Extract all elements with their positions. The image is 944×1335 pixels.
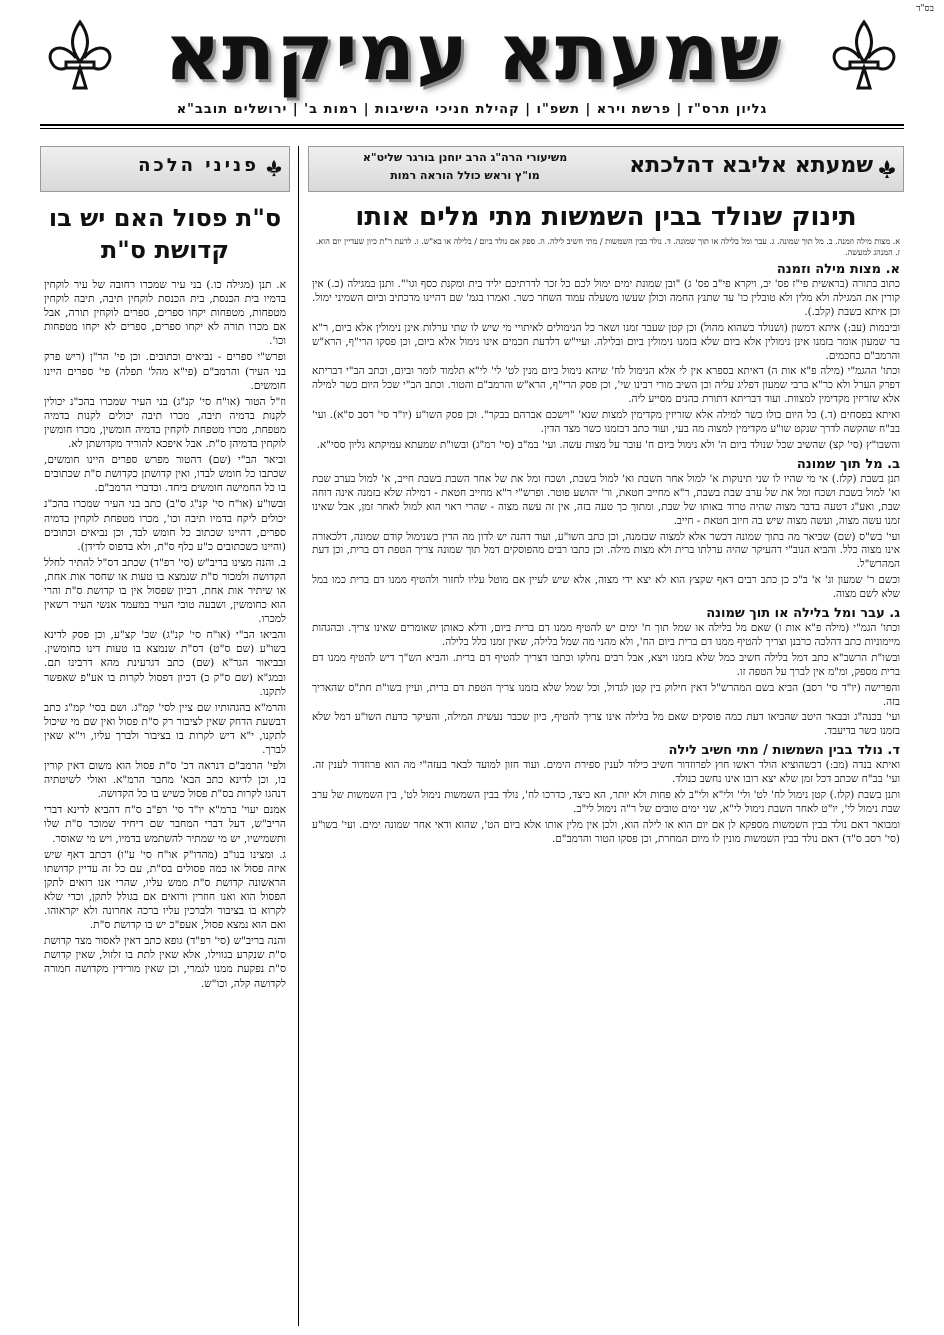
- column-divider: [298, 146, 299, 1326]
- paragraph: וכתו' ההגמ"י (מילה פ"א אות ה) דאיתא בספרא אין לי אלא הנימול לח' שיהא נימול ביום מנין לט' לי' לי"א תלמוד לומר וביום, וכתב הב"י דבריתא דפרק הערל ולא כר"א ברבי שמעון דפליג עליה וכן השיב מורי רבינו שי', וכן פסק הרי"ף, הרא"ש והרמב"ם והטור. וכתב הב"י שכל היום כשר למילה אלא שזריזין מקדימין למצוות. ועוד דבריתא דתורת כהנים מסייע ליה.: [312, 365, 900, 406]
- article-section: [308, 262, 904, 453]
- paragraph: וביבמות (עב:) איתא דמשון (ושנולד כשהוא מהול) וכן קטן שעבר זמנו ושאר כל הנימולים לאיתויי מי שיש לו שתי ערלות אינן נימולין אלא ביום, ר"א בר שמעון אומר בזמנו אינן נימולין אלא ביום שלא בזמנו נימולין ביום ובלילה. ועיי"ש דלדעת חכמים אינו נימול אלא ביום, וכן פסקו הרי"ף, הרא"ש והרמב"ם כחכמים.: [312, 321, 900, 362]
- paragraph: וז"ל הטור (או"ח סי' קנ"ג) בני העיר שמכרו בהכ"נ יכולין לקנות בדמיה תיבה, מכרו תיבה יכולים לקנות בדמיה מטפחת, מכרו מטפחת לוקחין בדמיה חומשין, מכרו חומשין לוקחין בדמיהן ס"ת. אבל איפכא להוריד מקדושתן לא.: [44, 395, 286, 451]
- paragraph: ופרש"י ספרים - נביאים וכתובים. וכן פי' הר"ן (ריש פרק בני העיר) והרמב"ם (פי"א מהל' תפלה) פי' ספרים היינו חומשים.: [44, 351, 286, 392]
- shiur-credit: [315, 149, 615, 185]
- issue-info-line: גליון תרס"ז | פרשת וירא | תשפ"ו | קהילת חניכי הישיבות | רמות ב' | ירושלים תובב"א: [176, 102, 768, 117]
- paragraph: ולפי' הרמב"ם דנראה דכ' ס"ת פסול הוא משום דאין קורין בו, וכן לדינא כתב הבא' מחבר הרמ"א. ואולי לשיטתיה דנהגו לקרות בס"ת פסול כשיש בו כל הקדושה.: [44, 760, 286, 801]
- section-heading: א. מצות מילה וזמנה: [776, 262, 900, 277]
- paragraph: אמנם יעוי' ברמ"א יו"ד סי' רפ"ב ס"ח דהביא לדינא דברי הריב"ש, דעל דברי המחבר שם דיחיד שמוכר ס"ת שלו ותשמישיו, יש מי שמתיר להשתמש בדמיו, ויש מי שאוסר.: [44, 804, 286, 845]
- fleur-de-lis-icon: [40, 18, 120, 94]
- article-section: [308, 743, 904, 846]
- paragraph: ב. והנה מצינו בריב"ש (סי' רפ"ד) שכתב דס"ל להתיר לחלל הקדושה ולמכור ס"ת שנמצא בו טעות או שחסר אות אחת, או שיתיר אות אחת, דכיון שפסול אין בו קדושת ס"ת והרי הוא כחומשין, ושבעה טובי העיר במעמד אנשי העיר רשאין למכרו.: [44, 556, 286, 626]
- paragraph: והרמ"א בהגהותיו שם ציין לסי' קמ"ג. ושם בסי' קמ"ג כתב דבשעת הדחק שאין לציבור רק ס"ת פסול ואין שם מי שיכול לתקנו, י"א דיש לקרות בו בציבור ולברך עליו, וי"א שאין לברך.: [44, 701, 286, 756]
- paragraph: ואיתא בפסחים (ד.) כל היום כולו כשר למילה אלא שזריזין מקדימין למצות שנא' "וישכם אברהם בבקר". וכן פסק השו"ע (יו"ד סי' רסב ס"א). ועי' בב"ח שהקשה לדרך שנקט שו"ע מקדימין למצוה מה בעי, ועוד כתב דבזמנו כשר מצד הדין.: [312, 409, 900, 436]
- right-column-header: [308, 146, 904, 192]
- fleur-de-lis-icon: [824, 18, 904, 94]
- paragraph: ותנן בשבת (קלז.) קטן נימול לח' לט' ולי' ולי"א ולי"ב לא פחות ולא יותר, הא כיצד, כדרכו לח', נולד בבין השמשות נימול לט', בין השמשות של ערב שבת נימול לי', יו"ט לאחר השבת נימול לי"א, שני ימים טובים של ר"ה נימול לי"ב.: [312, 789, 900, 815]
- section-heading: ב. מל תוך שמונה: [796, 456, 900, 472]
- section-heading: ד. נולד בבין השמשות / מתי חשיב לילה: [668, 743, 900, 759]
- fleur-icon: [265, 159, 283, 177]
- paragraph: ועי' בש"ס (שם) שביאר מה בתוך שמונה דכשר אלא למצוה שבזמנה, וכן כתב השו"ע, ועוד דהנה יש לדון מה הדין כשנימול קודם שמונה, דלכאורה אינו מצוה כלל. והביא הנוב"י דהעיקר שהיה ערלתו ברית ולא מצות מילה. וכן כתבו רבים מהפוסקים דמל תוך שמונה צריך הטפת דם ברית, וכן דעת המהרש"ל.: [312, 530, 900, 571]
- paragraph: והפרישה (יו"ד סי' רסב) הביא בשם המהרש"ל דאין חילוק בין קטן לגדול, וכל שמל שלא בזמנו צריך הטפת דם ברית, ועיין בשו"ת חת"ס שהאריך בזה.: [312, 681, 901, 708]
- left-column-title: פניני הלכה: [138, 155, 259, 176]
- paragraph: וביאר הב"י (שם) דהטור מפרש ספרים היינו חומשים, שכתבו כל חומש לבדו, ואין קדושתן כקדושת ס"ת שכתובים בו כל החמישה חומשים ביחד. וכדברי הרמב"ם.: [44, 454, 286, 495]
- shiur-credit-line: מו"ץ וראש כולל הוראה רמות: [390, 169, 540, 182]
- article-section: [308, 606, 904, 739]
- article-title: תינוק שנולד בבין השמשות מתי מלים אותו: [355, 202, 857, 232]
- left-article-title: ס"ת פסול האם יש בו קדושת ס"ת: [48, 204, 282, 264]
- right-column: [308, 146, 904, 1326]
- left-column: [40, 146, 290, 1326]
- right-column-title: שמעתא אליבא דהלכתא: [629, 153, 873, 178]
- paragraph: ומבואר דאם נולד בבין השמשות מספקא לן אם יום הוא או לילה הוא, ולכן אין מלין אותו אלא ביום הט', שהוא ודאי אחר שמונה ימים. ועי' בשו"ע (סי' רסב ס"ד) דאם נולד בבין השמשות מונין לו מיום המחרת, וכן פסקו הטור והרמב"ם.: [312, 818, 900, 845]
- section-heading: ג. עבר ומל בלילה או תוך שמונה: [706, 606, 900, 622]
- paragraph: וכתו' הגמ"י (מילה פ"א אות ו) שאם מל בלילה או שמל תוך ח' ימים יש להטיף ממנו דם ברית ביום, ודלא כאותן שאומרים שאינו צריך. ובהגהות מיימוניות כתב דהלכה כרבנן וצריך להטיף ממנו דם ברית ביום הח', ולא מהני מה שמל בלילה, שאין זמנו כלל בלילה.: [312, 622, 900, 648]
- paragraph: ועי' בכנה"ג ובבאר היטב שהביאו דעת כמה פוסקים שאם מל בלילה אינו צריך להטיף, כיון שכבר נעשית המילה, והעיקר כדעת השו"ע דמל שלא בזמנו כשר בדיעבד.: [312, 711, 900, 738]
- paragraph: א. תנן (מגילה כו.) בני עיר שמכרו רחובה של עיר לוקחין בדמיו בית הכנסת, בית הכנסת לוקחין תיבה, תיבה לוקחין מטפחות, מטפחות יקחו ספרים, ספרים לוקחין תורה, אבל אם מכרו תורה לא יקחו ספרים, ספרים לא יקחו מטפחות וכו'.: [44, 279, 286, 348]
- left-column-header: [40, 146, 290, 192]
- paragraph: והשבו"ץ (סי' קצ) שהשיב שכל שנולד ביום ה' ולא נימול ביום ח' עובר על מצות עשה. ועי' במ"ב (סי' רמ"ג) ובשו"ת שמעתא עמיקתא גליון ססי"א.: [316, 438, 900, 451]
- shiur-credit-line: משיעורי הרה"ג הרב יוחנן בורגר שליט"א: [362, 151, 568, 164]
- page-mark: בס"ד: [916, 4, 934, 14]
- masthead: [40, 8, 904, 98]
- paragraph: ובשו"ת הרשב"א כתב דמל בלילה חשיב כמל שלא בזמנו ויצא, אבל רבים נחלקו וכתבו דצריך להטיף דם ברית. והביא הש"ך דיש להטיף ממנו דם ברית מספק, ומ"מ אין לברך על הטפה זו.: [312, 651, 900, 678]
- table-of-contents: א. מצות מילה וזמנה. ב. מל תוך שמונה. ג. עבר ומל בלילה או תוך שמונה. ד. נולד בבין השמשות / מתי חשיב לילה. ה. ספק אם נולד ביום / בלילה או בא"ש. ו. לדעת ר"ת כיון שעדיין יום הוא. ז. המנהג למעשה.: [315, 237, 900, 257]
- fleur-icon: [877, 159, 897, 179]
- masthead-title: שמעתא עמיקתא: [164, 8, 780, 98]
- paragraph: ג. ומצינו בנו"ב (מהדו"ק או"ח סי' ע"ו) דכתב דאף שיש איזה פסול או כמה פסולים בס"ת, עם כל זה עדיין קדושתו הראשונה קדושת ס"ת ממש עליו, שהרי אנו רואים לתקן הפסול הוא ואנו חוזרין ורואים אם בגולל לתקן, וכדי שלא לקרוא בו בציבור ולברכין עליו ברכה אחרונה ולא יקראוהו. ואם הוא נמצא פסול, אעפ"כ יש בו קדושת ס"ת.: [44, 848, 286, 932]
- header-rule-thin: [40, 128, 904, 129]
- header-rule: [40, 124, 904, 126]
- paragraph: והנה בריב"ש (סי' רפ"ד) גופא כתב דאין לאסור מצד קדושת ס"ת שנקרע בגווילו, אלא שאין לתת בו זלזול, שאין קדושת ס"ת נפקעת ממנו לגמרי, וכן שאין מורידין מקדושה חמורה לקדושה קלה, וכו"ש.: [44, 935, 286, 990]
- paragraph: תנן בשבת (קלז.) אי מי שהיו לו שני תינוקות א' למול אחר השבת וא' למול בשבת, ושכח ומל את של אחר השבת בשבת חייב, א' למול בערב שבת וא' למול בשבת ושכח ומל את של ערב שבת בשבת, ר"א מחייב חטאת, ור' יהושע פוטר. ופרש"י ר"א מחייב חטאת - דמילה שלא בזמנה אינה דוחה שבת, ואע"ג דטעה בדבר מצוה שהיה טרוד באותו של שבת, ומתוך כך טעה בזה, אין זה עשה מצוה - שהרי ראוי הוא למול לאחר זמן, אבל שאינו זמנו עשה מצוה, ועשה מצוה שיש בה חיוב חטאת - חייב.: [312, 472, 900, 527]
- paragraph: ואיתא בנדה (מב:) דכשהוציא הולד ראשו חוץ לפרוזדור חשיב כילוד לענין ספירת הימים. ועוד חזון למועד לבאר בעזה"י מה הוא פרוזדור לענין זה. ועי' בב"ח שכתב דכל זמן שלא יצא רובו אינו נחשב כנולד.: [312, 759, 900, 786]
- article-section: [308, 457, 904, 602]
- paragraph: וכשם ר' שמעון וג' א' ב"כ כן כתב רבים דאף שקצץ הוא לא יצא ידי מצוה, אלא שיש לעיין אם מוטל עליו לחזור ולהטיף ממנו דם ברית כמו במל שלא לשם מצוה.: [312, 574, 900, 601]
- paragraph: ובשו"ע (או"ח סי' קנ"ג ס"ב) כתב בני העיר שמכרו בהכ"נ יכולים ליקח בדמיו תיבה וכו', מכרו מטפחת לוקחין בדמיה ספרים, דהיינו שכתוב כל חומש לבד, וכן נביאים וכתובים (והיינו כשכתובים כ"ע כלף ס"ת, ולא בדפוס לדידן).: [44, 498, 286, 553]
- paragraph: כתוב בתורה (בראשית פי"ז פס' יב, ויקרא פי"ב פס' ג) "ובן שמונת ימים ימול לכם כל זכר לדרתיכם יליד בית ומקנת כסף וגו'". ותנן במגילה (כ.) אין קורין את המגילה ולא מלין ולא טובלין כו' עד שתנץ החמה וכולן שעשו משעלה עמוד השחר כשר. ואמרו בגמ' שם דהיינו מדכתיב וביום השמיני ימול. וכן איתא בשבת (קלב.).: [312, 278, 900, 318]
- paragraph: והביאו הב"י (או"ח סי' קנ"ג) שכ' קצ"ע, וכן פסק לדינא בשו"ע (שם ס"ט) דס"ת שנמצא בו טעות דינו כחומשין. ובביאור הגר"א (שם) כתב דגרעינת מהא דרבינו תם. ובמג"א (שם ס"ק כ) דכיון דפסול לקרות בו אע"פ שאפשר לתקנו.: [44, 629, 286, 698]
